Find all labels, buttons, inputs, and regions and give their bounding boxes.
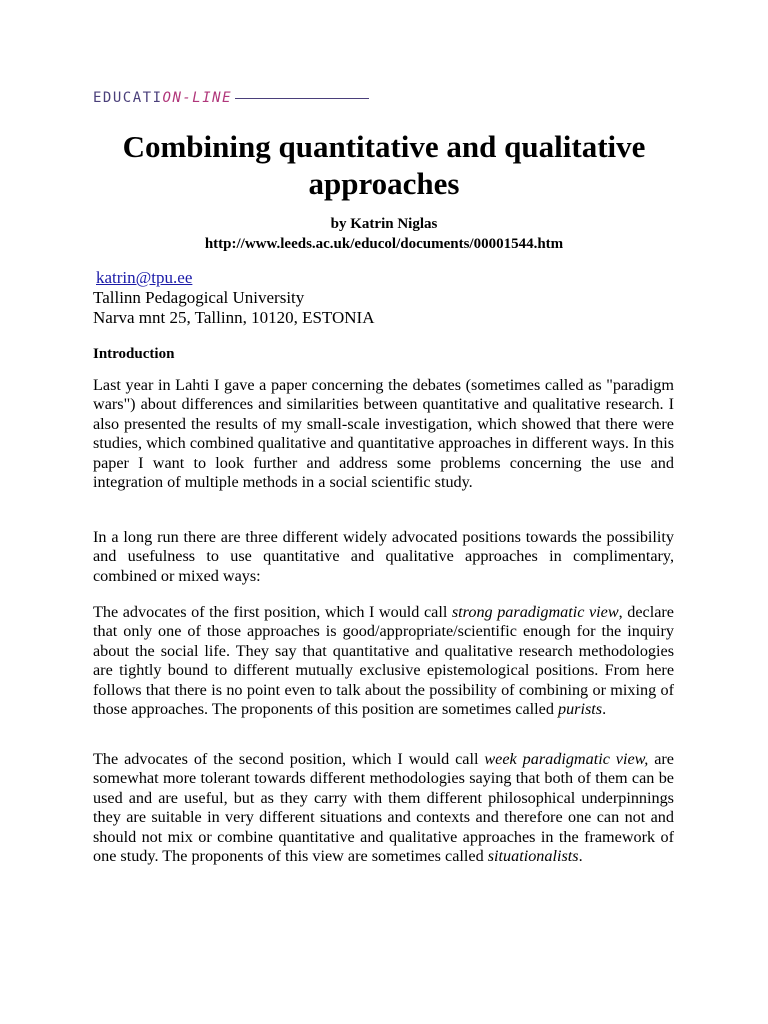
document-title	[0, 128, 768, 202]
author-byline: by Katrin Niglas	[330, 216, 438, 232]
logo-text-education: EDUCATI	[93, 90, 163, 106]
section-heading: Introduction	[93, 346, 175, 362]
title-line-2: approaches	[308, 166, 460, 201]
logo-rule	[235, 98, 369, 99]
contact-block	[93, 268, 375, 328]
paragraph-3: The advocates of the first position, which I would call strong paradigmatic view, declare that only one of those approaches is good/appropriate/scientific enough for the inquiry about the social life. They say that quantitative and qualitative research methodologies are tightly bound to different mutually exclusive epistemological positions. From here follows that there is no point even to talk about the possibility of combining or mixing of those approaches. The proponents of this position are sometimes called purists.	[93, 603, 674, 719]
term-strong-paradigmatic-view: strong paradigmatic view	[451, 603, 619, 621]
document-url[interactable]: http://www.leeds.ac.uk/educol/documents/00001544.htm	[204, 236, 564, 252]
paragraph-2: In a long run there are three different widely advocated positions towards the possibility and usefulness to use quantitative and qualitative approaches in complimentary, combined or mixed ways:	[93, 528, 674, 585]
logo-text-online: ON-LINE	[162, 90, 233, 106]
term-week-paradigmatic-view: week paradigmatic view,	[484, 750, 649, 768]
education-online-logo	[93, 89, 369, 107]
title-line-1: Combining quantitative and qualitative	[122, 129, 646, 164]
institution-address: Narva mnt 25, Tallinn, 10120, ESTONIA	[93, 308, 375, 327]
email-link[interactable]: katrin@tpu.ee	[96, 268, 193, 287]
paragraph-4: The advocates of the second position, which I would call week paradigmatic view, are somewhat more tolerant towards different methodologies saying that both of them can be used and are useful, but as they carry with them different philosophical underpinnings they are suitable in very different situations and contexts and therefore one can not and should not mix or combine quantitative and qualitative approaches in the framework of one study. The proponents of this view are sometimes called situationalists.	[93, 750, 674, 866]
term-situationalists: situationalists	[487, 847, 579, 866]
paragraph-1: Last year in Lahti I gave a paper concerning the debates (sometimes called as "paradigm wars") about differences and similarities between quantitative and qualitative research. I also presented the results of my small-scale investigation, which showed that there were studies, which combined qualitative and quantitative approaches in different ways. In this paper I want to look further and address some problems concerning the use and integration of multiple methods in a social scientific study.	[93, 376, 674, 492]
term-purists: purists	[557, 700, 603, 719]
institution-name: Tallinn Pedagogical University	[93, 288, 305, 307]
